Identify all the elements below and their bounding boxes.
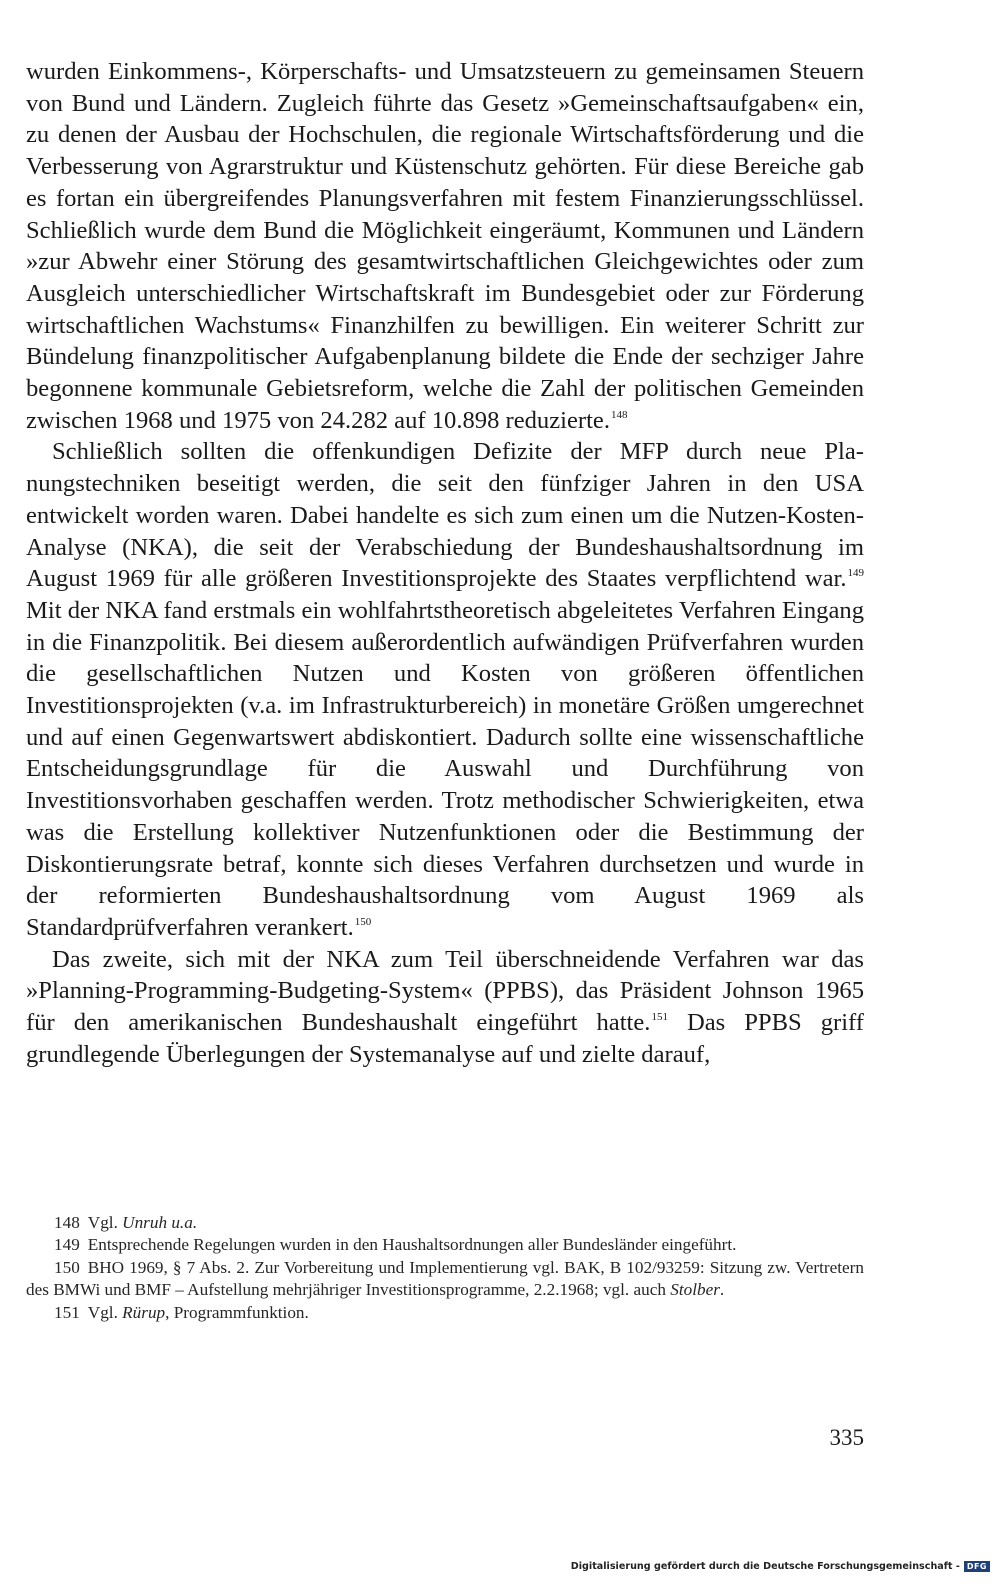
paragraph-3: [26, 944, 864, 1071]
footnote-author: Rürup: [122, 1302, 166, 1322]
digitization-notice: Digitalisierung gefördert durch die Deutsche Forschungsgemeinschaft -: [570, 1561, 960, 1572]
footnote-150: [26, 1257, 864, 1302]
footnote-number: 148: [54, 1213, 80, 1232]
dfg-logo-icon: DFG: [964, 1561, 990, 1572]
footnote-text: Entsprechende Regelungen wurden in den Haushaltsordnungen aller Bundesländer eingeführt.: [87, 1235, 737, 1255]
footnote-text-end: .: [719, 1280, 725, 1300]
paragraph-1-text: wurden Einkommens-, Körperschafts- und Umsatzsteuern zu gemeinsamen Steuern von Bund und Ländern. Zugleich führte das Gesetz »Gemeinschaftsaufgaben« ein, zu denen der Ausbau der Hochschulen, die regionale Wirtschaftsförderung und die Verbesserung von Agrarstruktur und Küstenschutz gehörten. Für diese Bereiche gab es fortan ein übergreifendes Planungsverfahren mit festem Finanzierungsschlüssel. Schließlich wurde dem Bund die Möglichkeit eingeräumt, Kommunen und Ländern »zur Abwehr einer Störung des gesamtwirtschaftlichen Gleichgewichtes oder zum Ausgleich unterschiedlicher Wirtschaftskraft im Bundesgebiet oder zur Förderung wirtschaftlichen Wachstums« Finanzhilfen zu bewilligen. Ein weiterer Schritt zur Bündelung finanzpolitischer Aufgabenplanung bildete die Ende der sechziger Jahre begonnene kommunale Gebietsreform, welche die Zahl der politischen Gemeinden zwischen 1968 und 1975 von 24.282 auf 10.898 reduzierte.: [26, 58, 864, 434]
footnote-ref-149[interactable]: 149: [847, 567, 864, 580]
paragraph-2-text-a: Schließlich sollten die offenkundigen Defizite der MFP durch neue Planungstechniken beseitigt werden, die seit den fünfziger Jahren in den USA entwickelt worden waren. Dabei handelte es sich zum einen um die Nutzen-Kosten-Analyse (NKA), die seit der Verabschiedung der Bundeshaushaltsordnung im August 1969 für alle größeren Investitionsprojekte des Staates verpflichtend war.: [26, 438, 864, 593]
digitization-notice-bar: [571, 1561, 990, 1572]
footnote-148: [26, 1212, 864, 1234]
paragraph-1: [26, 56, 864, 436]
footnote-text: BHO 1969, § 7 Abs. 2. Zur Vorbereitung und Implementierung vgl. BAK, B 102/93259: Sitzung zw. Vertretern des BMWi und BMF – Aufstellung mehrjähriger Investitionsprogramme, 2.2.1968; vgl. auch: [26, 1257, 864, 1300]
footnotes-block: [26, 1212, 864, 1324]
footnote-149: [26, 1234, 864, 1256]
footnote-number: 151: [54, 1302, 80, 1322]
footnote-ref-148[interactable]: 148: [610, 408, 628, 421]
paragraph-2: [26, 436, 864, 943]
footnote-text: Vgl.: [87, 1302, 123, 1322]
footnote-text-end: , Programmfunktion.: [165, 1302, 309, 1322]
page-number: 335: [829, 1425, 864, 1450]
footnote-author: Stolber: [670, 1280, 720, 1300]
footnote-ref-150[interactable]: 150: [354, 916, 372, 929]
paragraph-3-text-b: Das PPBS griff grundlegende Überlegungen der Systemanalyse auf und zielte darauf,: [26, 1009, 864, 1068]
footnote-author: Unruh u.a.: [122, 1213, 198, 1232]
footnote-ref-151[interactable]: 151: [651, 1011, 668, 1024]
footnote-number: 149: [54, 1235, 80, 1255]
footnote-151: [26, 1302, 864, 1324]
footnote-text: Vgl.: [87, 1213, 123, 1232]
paragraph-3-text-a: Das zweite, sich mit der NKA zum Teil überschneidende Verfahren war das »Planning-Programming-Budgeting-System« (PPBS), das Präsident Johnson 1965 für den amerikanischen Bundeshaushalt eingeführt hatte.: [26, 945, 864, 1037]
main-text: [26, 56, 864, 1071]
paragraph-2-text-b: Mit der NKA fand erstmals ein wohlfahrtstheoretisch abgeleitetes Verfahren Eingang in die Finanzpolitik. Bei diesem außerordentlich aufwändigen Prüfverfahren wurden die gesellschaftlichen Nutzen und Kosten von größeren öffentlichen Investitionsprojekten (v.a. im Infrastrukturbereich) in monetäre Größen umgerechnet und auf einen Gegenwartswert abdiskontiert. Dadurch sollte eine wissenschaftliche Entscheidungsgrundlage für die Auswahl und Durchführung von Investitionsvorhaben geschaffen werden. Trotz methodischer Schwierigkeiten, etwa was die Erstellung kollektiver Nutzenfunktionen oder die Bestimmung der Diskontierungsrate betraf, konnte sich dieses Verfahren durchsetzen und wurde in der reformierten Bundeshaushaltsordnung vom August 1969 als Standardprüfverfahren verankert.: [26, 596, 864, 941]
footnote-number: 150: [54, 1257, 80, 1277]
